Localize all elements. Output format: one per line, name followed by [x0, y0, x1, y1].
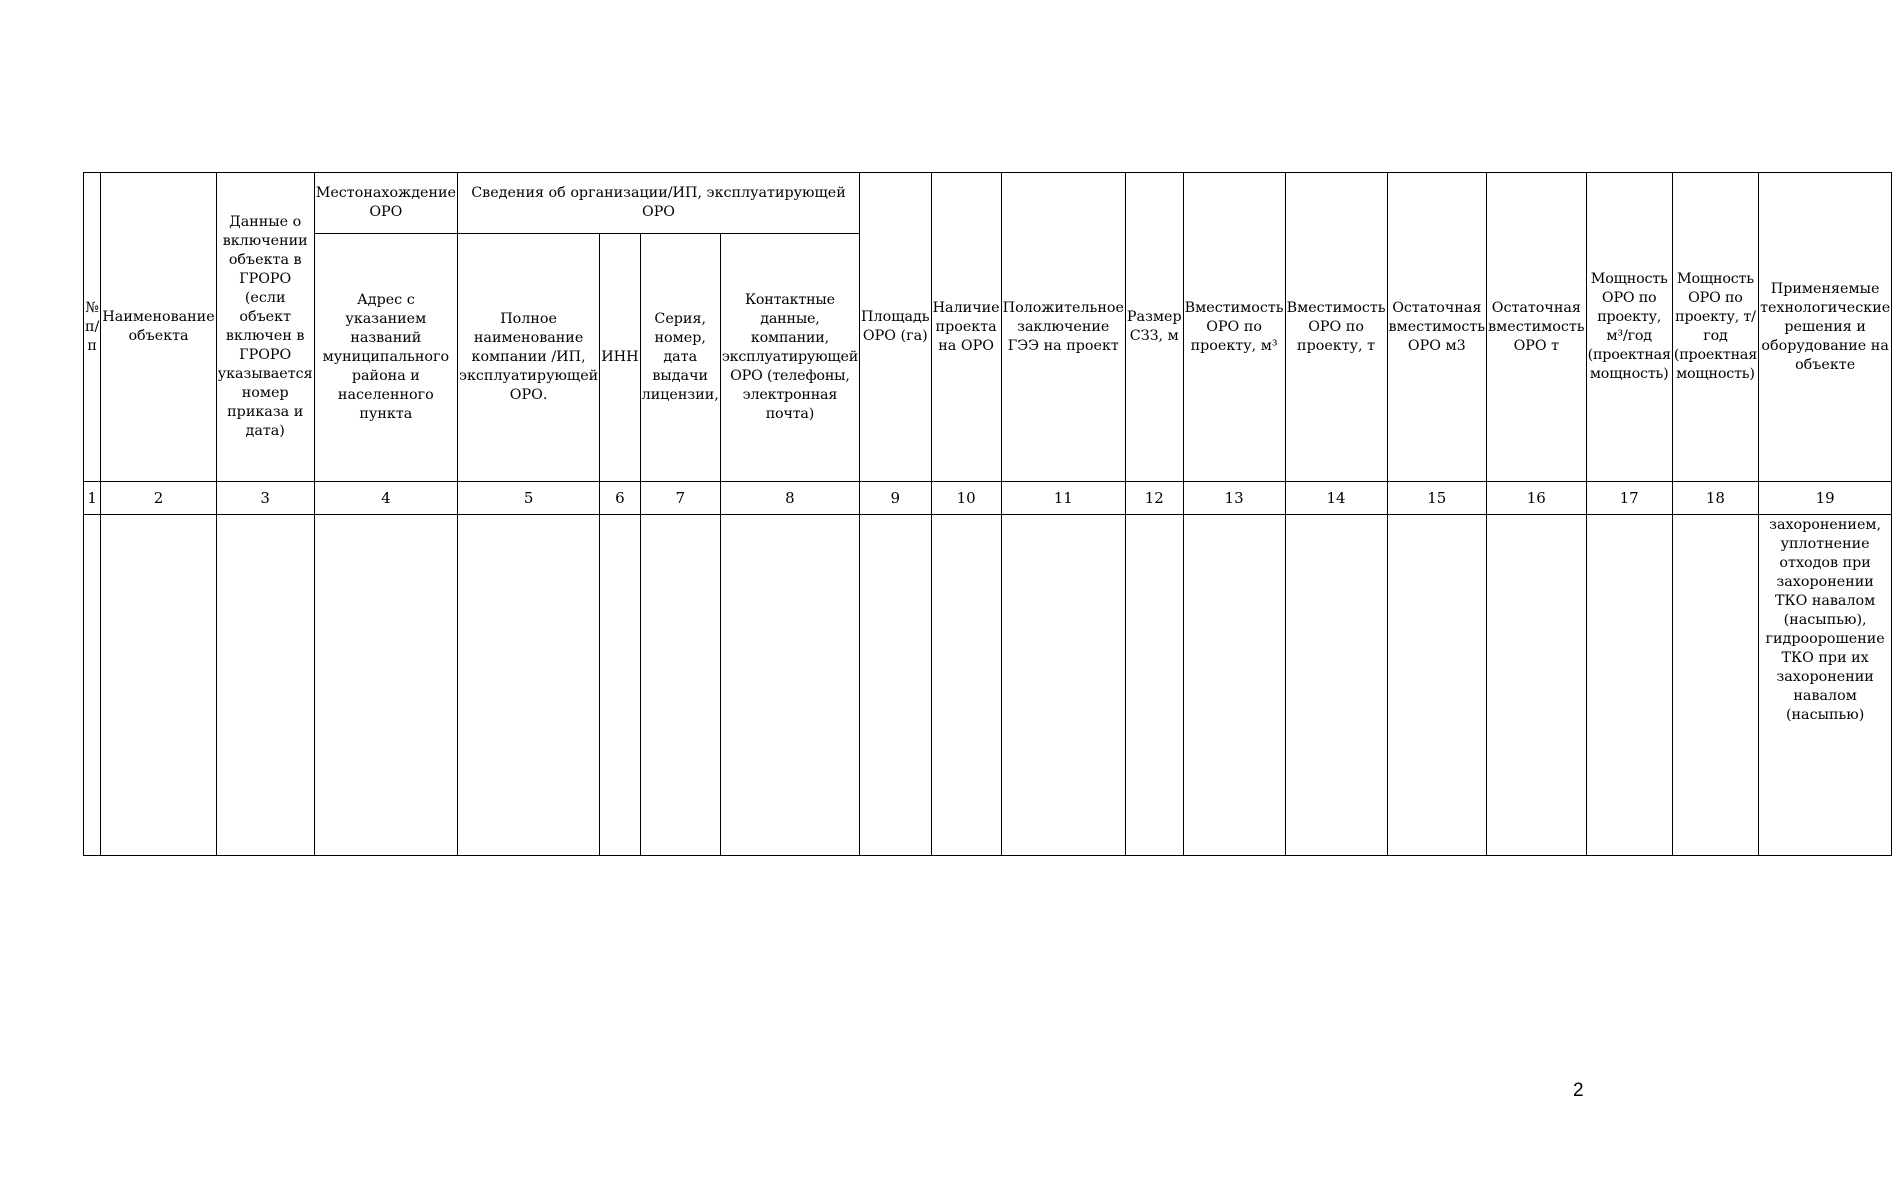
header-power-m3-year: Мощность ОРО по проекту, м³/год (проектная мощность): [1586, 173, 1672, 482]
table-cell: [457, 515, 599, 856]
table-cell: [1487, 515, 1587, 856]
column-number: 6: [600, 482, 640, 515]
header-szz-size: Размер СЗЗ, м: [1125, 173, 1183, 482]
header-technologies: Применяемые технологические решения и оборудование на объекте: [1759, 173, 1892, 482]
header-area: Площадь ОРО (га): [860, 173, 932, 482]
header-capacity-m3: Вместимость ОРО по проекту, м³: [1183, 173, 1285, 482]
column-number: 2: [101, 482, 216, 515]
table-cell: [720, 515, 859, 856]
column-number: 9: [860, 482, 932, 515]
header-project-availability: Наличие проекта на ОРО: [931, 173, 1001, 482]
column-number: 15: [1387, 482, 1487, 515]
header-residual-capacity-m3: Остаточная вместимость ОРО м3: [1387, 173, 1487, 482]
table-cell: [216, 515, 314, 856]
header-number: № п/п: [84, 173, 101, 482]
table-cell: [1001, 515, 1125, 856]
table-cell: [314, 515, 457, 856]
header-power-t-year: Мощность ОРО по проекту, т/год (проектная мощность): [1672, 173, 1758, 482]
technologies-cell: захоронением, уплотнение отходов при захоронении ТКО навалом (насыпью), гидроорошение ТКО при их захоронении навалом (насыпью): [1759, 515, 1892, 856]
column-number: 19: [1759, 482, 1892, 515]
header-contacts: Контактные данные, компании, эксплуатирующей ОРО (телефоны, электронная почта): [720, 234, 859, 482]
table-cell: [1387, 515, 1487, 856]
column-number: 8: [720, 482, 859, 515]
table-cell: [640, 515, 720, 856]
header-residual-capacity-t: Остаточная вместимость ОРО т: [1487, 173, 1587, 482]
column-number: 13: [1183, 482, 1285, 515]
column-number: 16: [1487, 482, 1587, 515]
header-row-top: [84, 173, 1892, 234]
table-cell: [101, 515, 216, 856]
column-number: 18: [1672, 482, 1758, 515]
header-location-group: Местонахождение ОРО: [314, 173, 457, 234]
table-cell: [931, 515, 1001, 856]
header-object-name: Наименование объекта: [101, 173, 216, 482]
table-cell: [1586, 515, 1672, 856]
column-number: 17: [1586, 482, 1672, 515]
column-number: 12: [1125, 482, 1183, 515]
register-table: [83, 172, 1892, 856]
table-row: [84, 515, 1892, 856]
table-cell: [1672, 515, 1758, 856]
column-number: 1: [84, 482, 101, 515]
column-number: 11: [1001, 482, 1125, 515]
column-number: 4: [314, 482, 457, 515]
header-gee-conclusion: Положительное заключение ГЭЭ на проект: [1001, 173, 1125, 482]
column-number: 10: [931, 482, 1001, 515]
header-license: Серия, номер, дата выдачи лицензии,: [640, 234, 720, 482]
header-capacity-t: Вместимость ОРО по проекту, т: [1285, 173, 1387, 482]
header-organization-group: Сведения об организации/ИП, эксплуатирующей ОРО: [457, 173, 859, 234]
table-cell: [860, 515, 932, 856]
page-number: 2: [1573, 1080, 1584, 1101]
column-number-row: [84, 482, 1892, 515]
column-number: 14: [1285, 482, 1387, 515]
header-address: Адрес с указанием названий муниципального района и населенного пункта: [314, 234, 457, 482]
column-number: 3: [216, 482, 314, 515]
table-cell: [84, 515, 101, 856]
table-cell: [1125, 515, 1183, 856]
table-cell: [1183, 515, 1285, 856]
header-company-name: Полное наименование компании /ИП, эксплуатирующей ОРО.: [457, 234, 599, 482]
header-inn: ИНН: [600, 234, 640, 482]
header-groro-data: Данные о включении объекта в ГРОРО (если объект включен в ГРОРО указывается номер приказа и дата): [216, 173, 314, 482]
table-cell: [600, 515, 640, 856]
column-number: 5: [457, 482, 599, 515]
table-cell: [1285, 515, 1387, 856]
column-number: 7: [640, 482, 720, 515]
